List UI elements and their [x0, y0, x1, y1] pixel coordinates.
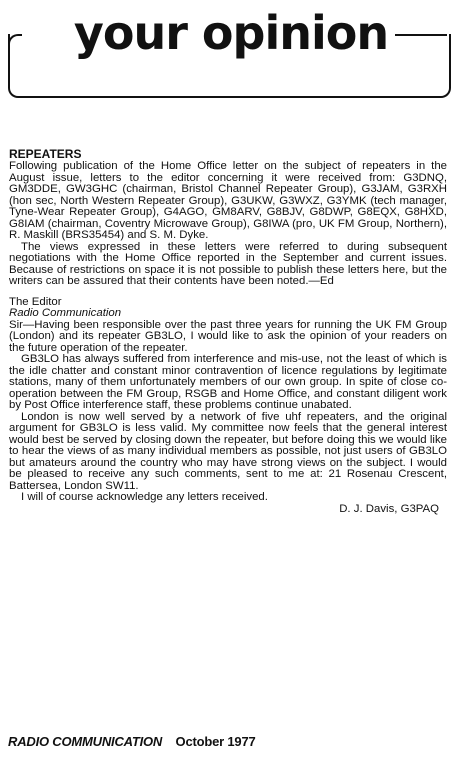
letter-addressee: The Editor	[9, 295, 62, 308]
letter-signature: D. J. Davis, G3PAQ	[339, 502, 439, 515]
letter-paragraph: London is now well served by a network of five uhf repeaters, and the original argument for GB3LO is less valid. My committee now feels that the general interest would best be served by closing down the repeater, but before doing this we would like to hear the views of as many individual members as possible, not just users of GB3LO but amateurs around the country who may have strong views on the subject. I would be pleased to receive any such comments, sent to me at: 21 Rosenau Crescent, Battersea, London SW11.	[9, 410, 447, 492]
letter-paragraph: Sir—Having been responsible over the past three years for running the UK FM Group (London) and its repeater GB3LO, I would like to ask the opinion of your readers on the future operation of the repeater.	[9, 318, 447, 354]
section-header	[8, 8, 451, 100]
magazine-name: RADIO COMMUNICATION	[8, 734, 163, 749]
editor-note-paragraph: The views expressed in these letters were referred to during subsequent negotiations with the Home Office reported in the September and current issues. Because of restrictions on space it is not possible to publish these letters here, but the writers can be assured that their contents have been noted.—Ed	[9, 240, 447, 287]
issue-date: October 1977	[175, 734, 256, 749]
repeaters-paragraph: Following publication of the Home Office letter on the subject of repeaters in the August issue, letters to the editor concerning it were received from: G3DNQ, GM3DDE, GW3GHC (chairman, Bristol Channel Repeater Group), G3JAM, G3RXH (hon sec, North Western Repeater Group), G3UKW, G3WXZ, G3YMK (tech manager, Tyne-Wear Repeater Group), G4AGO, GM8ARV, G8BJV, G8DWP, G8EQX, G8HXD, G8IAM (chairman, Coventry Microwave Group), G8IWA (pro, UK FM Group, Northern), R. Maskill (BRS35454) and S. M. Dyke.	[9, 160, 447, 241]
header-frame-corner	[8, 34, 22, 48]
letter-paragraph: I will of course acknowledge any letters received.	[21, 491, 268, 503]
spacer	[9, 288, 447, 297]
page-footer	[8, 734, 256, 749]
letter-paragraph: GB3LO has always suffered from interference and mis-use, not the least of which is the idle chatter and constant minor contravention of licence regulations by legitimate stations, many of them unfortunately members of our own group. In spite of close co-operation between the FM Group, RSGB and Home Office, and constant diligent work by Post Office interference staff, these problems continue unabated.	[9, 353, 447, 411]
section-title: your opinion	[70, 2, 392, 64]
article-body	[9, 148, 447, 515]
repeaters-heading: REPEATERS	[9, 147, 82, 161]
letter-publication: Radio Communication	[9, 307, 122, 319]
header-frame-line	[395, 34, 447, 36]
